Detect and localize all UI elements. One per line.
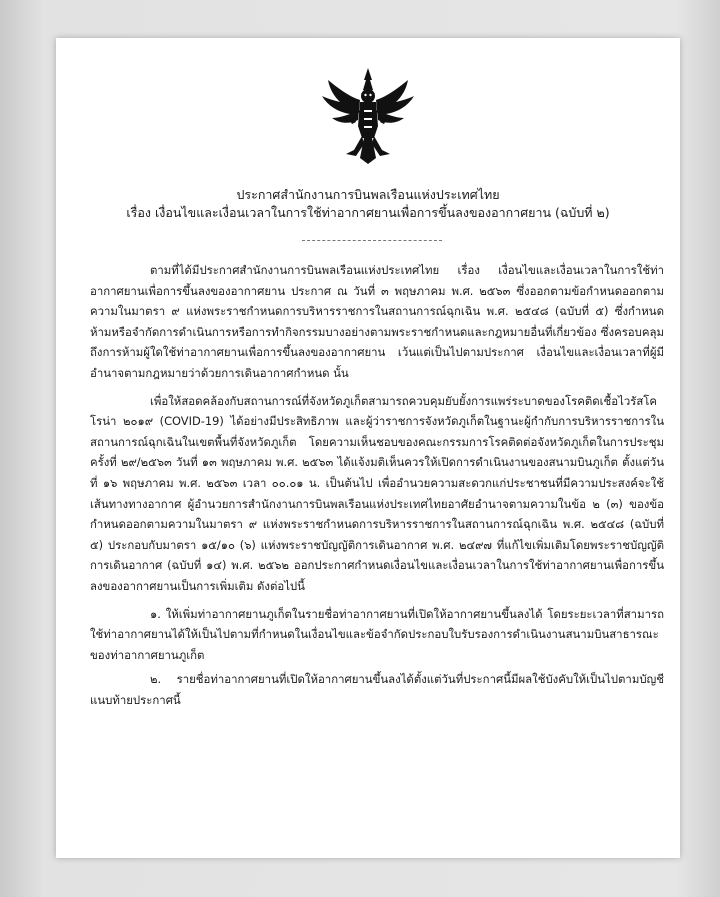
body-paragraph: เพื่อให้สอดคล้องกับสถานการณ์ที่จังหวัดภูเก็ตสามารถควบคุมยับยั้งการแพร่ระบาดของโรคติดเชื้อไวรัสโคโรน่า ๒๐๑๙ (COVID-19) ได้อย่างมีประสิทธิภาพ และผู้ว่าราชการจังหวัดภูเก็ตในฐานะผู้กำกับการบริหารราชการในสถานการณ์ฉุกเฉินในเขตพื้นที่จังหวัดภูเก็ต โดยความเห็นชอบของคณะกรรมการโรคติดต่อจังหวัดภูเก็ตในการประชุมครั้งที่ ๒๙/๒๕๖๓ วันที่ ๑๓ พฤษภาคม พ.ศ. ๒๕๖๓ ได้แจ้งมติเห็นควรให้เปิดการดำเนินงานของสนามบินภูเก็ต ตั้งแต่วันที่ ๑๖ พฤษภาคม พ.ศ. ๒๕๖๓ เวลา ๐๐.๐๑ น. เป็นต้นไป เพื่ออำนวยความสะดวกแก่ประชาชนที่มีความประสงค์จะใช้เส้นทางทางอากาศ ผู้อำนวยการสำนักงานการบินพลเรือนแห่งประเทศไทยอาศัยอำนาจตามความในข้อ ๒ (๓) ของข้อกำหนดออกตามความในมาตรา ๙ แห่งพระราชกำหนดการบริหารราชการในสถานการณ์ฉุกเฉิน พ.ศ. ๒๕๔๘ (ฉบับที่ ๕) ประกอบกับมาตรา ๑๕/๑๐ (๖) แห่งพระราชบัญญัติการเดินอากาศ พ.ศ. ๒๔๙๗ ที่แก้ไขเพิ่มเติมโดยพระราชบัญญัติการเดินอากาศ (ฉบับที่ ๑๔) พ.ศ. ๒๕๖๒ ออกประกาศกำหนดเงื่อนไขและเงื่อนเวลาในการใช้ท่าอากาศยานเพื่อการขึ้นลงของอากาศยานเป็นการเพิ่มเติม ดังต่อไปนี้ [90, 393, 664, 593]
document-subject: เรื่อง เงื่อนไขและเงื่อนเวลาในการใช้ท่าอากาศยานเพื่อการขึ้นลงของอากาศยาน (ฉบับที่ ๒) [126, 205, 610, 220]
document-body [90, 260, 664, 710]
garuda-emblem-icon [320, 66, 416, 166]
document-page [56, 38, 680, 858]
numbered-item: ๑. ให้เพิ่มท่าอากาศยานภูเก็ตในรายชื่อท่าอากาศยานที่เปิดให้อากาศยานขึ้นลงได้ โดยระยะเวลาที่สามารถใช้ท่าอากาศยานได้ให้เป็นไปตามที่กำหนดในเงื่อนไขและข้อจำกัดประกอบใบรับรองการดำเนินงานสนามบินสาธารณะของท่าอากาศยานภูเก็ต [90, 606, 664, 662]
heading-divider [302, 240, 442, 241]
numbered-item: ๒. รายชื่อท่าอากาศยานที่เปิดให้อากาศยานขึ้นลงได้ตั้งแต่วันที่ประกาศนี้มีผลใช้บังคับให้เป็นไปตามบัญชีแนบท้ายประกาศนี้ [90, 672, 664, 707]
document-heading: ประกาศสำนักงานการบินพลเรือนแห่งประเทศไทย [236, 187, 500, 202]
body-paragraph: ตามที่ได้มีประกาศสำนักงานการบินพลเรือนแห่งประเทศไทย เรื่อง เงื่อนไขและเงื่อนเวลาในการใช้ท่าอากาศยานเพื่อการขึ้นลงของอากาศยาน ประกาศ ณ วันที่ ๓ พฤษภาคม พ.ศ. ๒๕๖๓ ซึ่งออกตามข้อกำหนดออกตามความในมาตรา ๙ แห่งพระราชกำหนดการบริหารราชการในสถานการณ์ฉุกเฉิน พ.ศ. ๒๕๔๘ (ฉบับที่ ๕) ซึ่งกำหนดห้ามหรือจำกัดการดำเนินการหรือการทำกิจกรรมบางอย่างตามพระราชกำหนดและกฎหมายอื่นที่เกี่ยวข้อง ซึ่งครอบคลุมถึงการห้ามผู้ใดใช้ท่าอากาศยานเพื่อการขึ้นลงของอากาศยาน เว้นแต่เป็นไปตามประกาศ เงื่อนไขและเงื่อนเวลาที่ผู้มีอำนาจตามกฎหมายว่าด้วยการเดินอากาศกำหนด นั้น [90, 263, 664, 380]
